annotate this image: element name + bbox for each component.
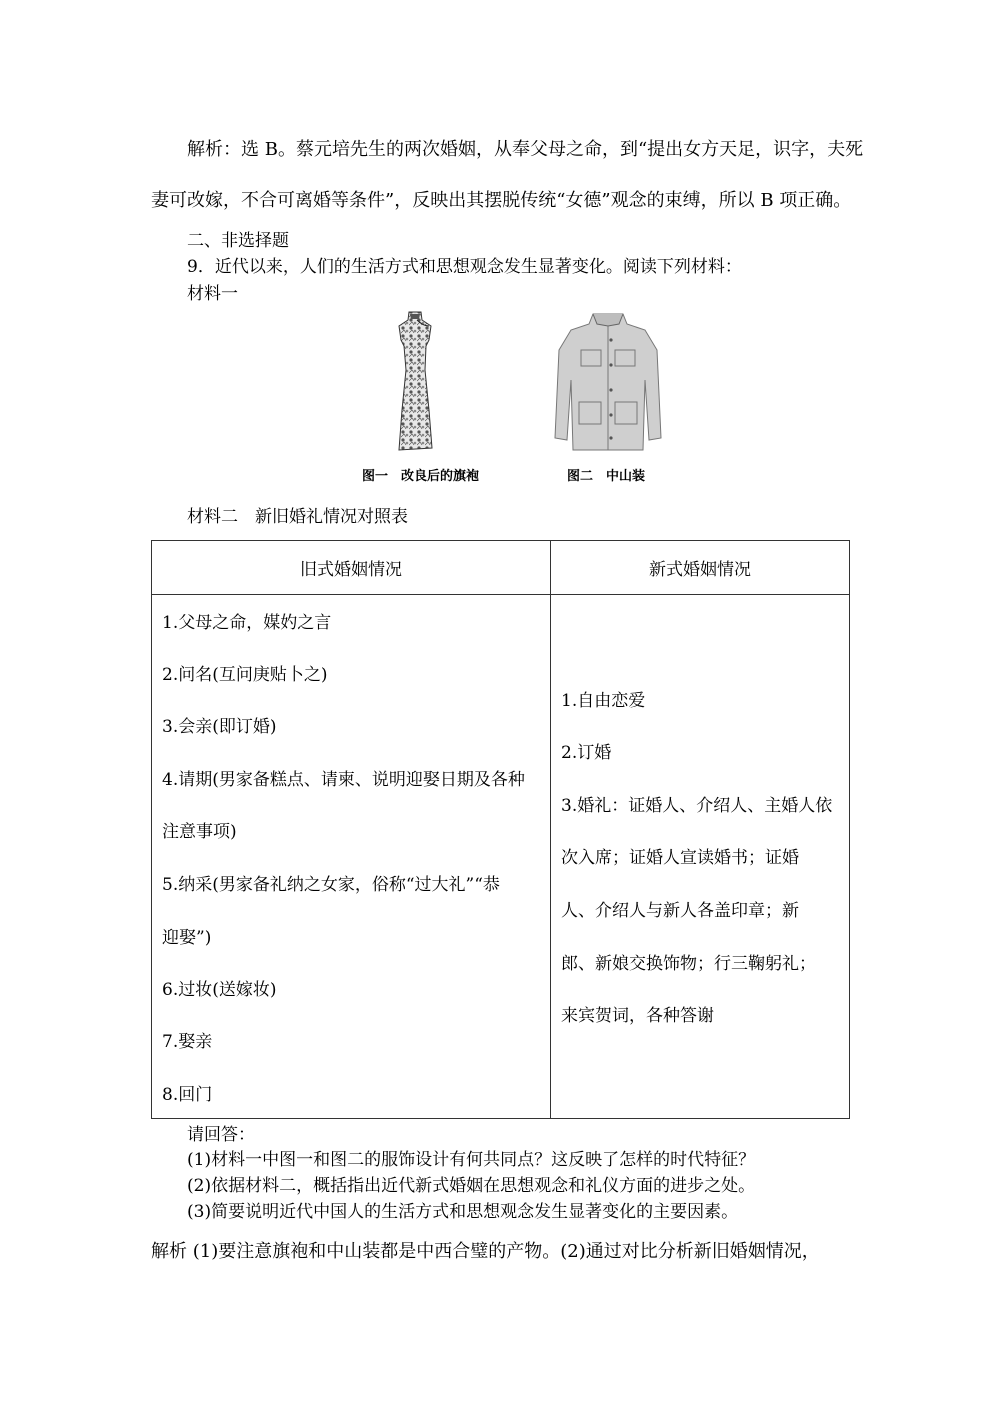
analysis-line-1: 解析：选 B。蔡元培先生的两次婚姻，从奉父母之命，到“提出女方天足，识字，夫死: [187, 139, 864, 160]
list-item: 来宾贺词，各种答谢: [561, 1006, 714, 1026]
list-item: 5.纳采(男家备礼纳之女家，俗称“过大礼”“恭: [162, 875, 500, 895]
questions-prompt: 请回答：: [187, 1125, 255, 1145]
figure2-caption: 图二 中山装: [567, 469, 646, 484]
material1-label: 材料一: [187, 284, 238, 304]
final-analysis: 解析 (1)要注意旗袍和中山装都是中西合璧的产物。(2)通过对比分析新旧婚姻情况，: [151, 1241, 820, 1262]
list-item: 1.父母之命，媒妁之言: [162, 613, 332, 633]
list-item: 郎、新娘交换饰物；行三鞠躬礼；: [561, 954, 816, 974]
table-header-old: 旧式婚姻情况: [152, 541, 551, 595]
zhongshan-suit-figure: [553, 310, 663, 455]
question-intro: 9．近代以来，人们的生活方式和思想观念发生显著变化。阅读下列材料：: [187, 257, 742, 277]
old-marriage-cell: [152, 595, 551, 1119]
qipao-figure: [385, 310, 445, 455]
list-item: 迎娶”): [162, 928, 212, 948]
list-item: 次入席；证婚人宣读婚书；证婚: [561, 848, 799, 868]
list-item: 8.回门: [162, 1085, 213, 1105]
material2-label: 材料二 新旧婚礼情况对照表: [187, 507, 408, 527]
list-item: 4.请期(男家备糕点、请柬、说明迎娶日期及各种: [162, 770, 525, 790]
figure1-caption: 图一 改良后的旗袍: [362, 469, 480, 484]
new-marriage-cell: [551, 595, 850, 1119]
list-item: 1.自由恋爱: [561, 691, 646, 711]
list-item: 7.娶亲: [162, 1032, 213, 1052]
table-header-new: 新式婚姻情况: [551, 541, 850, 595]
list-item: 3.会亲(即订婚): [162, 717, 277, 737]
list-item: 6.过妆(送嫁妆): [162, 980, 277, 1000]
list-item: 2.订婚: [561, 743, 612, 763]
analysis-line-2: 妻可改嫁，不合可离婚等条件”，反映出其摆脱传统“女德”观念的束缚，所以 B 项正确。: [151, 190, 852, 211]
list-item: 人、介绍人与新人各盖印章；新: [561, 901, 799, 921]
list-item: 注意事项): [162, 822, 237, 842]
question-2: (2)依据材料二，概括指出近代新式婚姻在思想观念和礼仪方面的进步之处。: [187, 1176, 756, 1196]
section-heading: 二、非选择题: [187, 231, 289, 251]
list-item: 2.问名(互问庚贴卜之): [162, 665, 328, 685]
marriage-comparison-table: [151, 540, 850, 1119]
question-3: (3)简要说明近代中国人的生活方式和思想观念发生显著变化的主要因素。: [187, 1202, 739, 1222]
question-1: (1)材料一中图一和图二的服饰设计有何共同点？这反映了怎样的时代特征？: [187, 1150, 756, 1170]
list-item: 3.婚礼：证婚人、介绍人、主婚人依: [561, 796, 833, 816]
